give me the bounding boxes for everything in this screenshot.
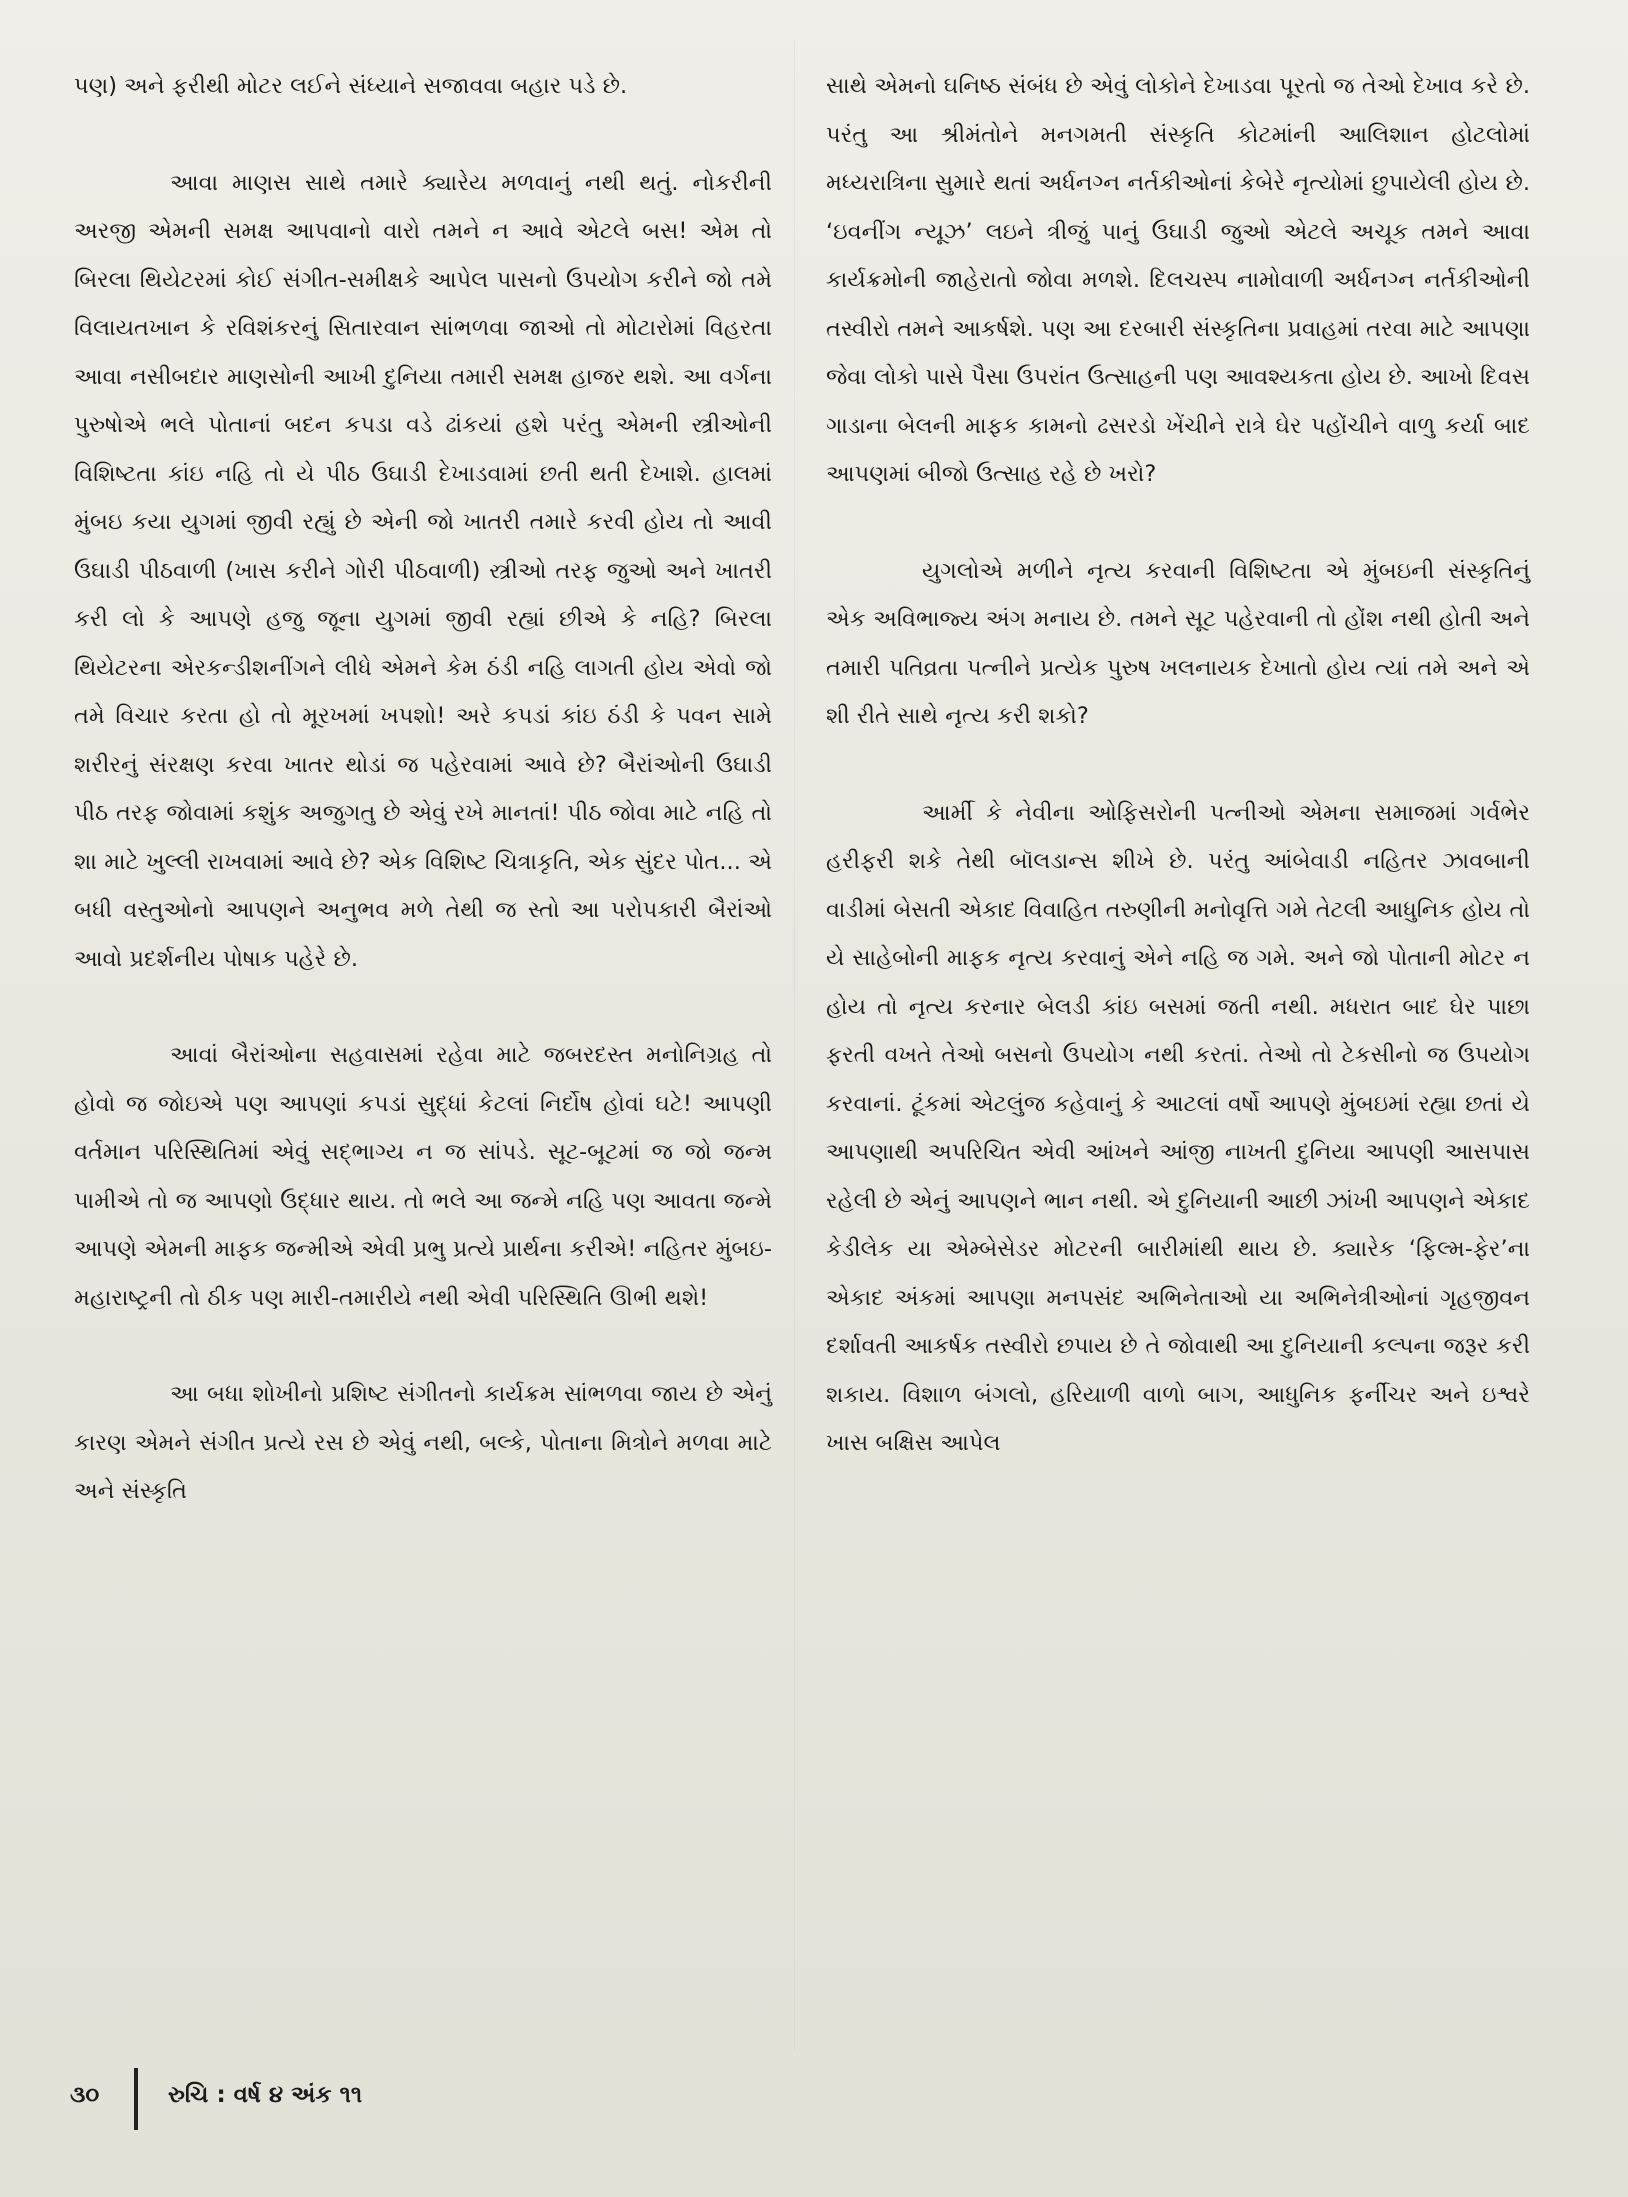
paragraph: આ બધા શોખીનો પ્રશિષ્ટ સંગીતનો કાર્યક્રમ સાંભળવા જાય છે એનું કારણ એમને સંગીત પ્રત્યે રસ છે એવું નથી, બલ્કે, પોતાના મિત્રોને મળવા માટે અને સંસ્કૃતિ xyxy=(74,1381,772,1504)
page-footer xyxy=(70,2068,770,2130)
footer-divider xyxy=(134,2068,138,2130)
right-column xyxy=(826,62,1530,1468)
paragraph: આર્મી કે નેવીના ઓફિસરોની પત્નીઓ એમના સમાજમાં ગર્વભેર હરીફરી શકે તેથી બૉલડાન્સ શીખે છે. પરંતુ આંબેવાડી નહિતર ઝાવબાની વાડીમાં બેસતી એકાદ વિવાહિત તરુણીની મનોવૃત્તિ ગમે તેટલી આધુનિક હોય તો યે સાહેબોની માફક નૃત્ય કરવાનું એને નહિ જ ગમે. અને જો પોતાની મોટર ન હોય તો નૃત્ય કરનાર બેલડી કાંઇ બસમાં જતી નથી. મધરાત બાદ ઘેર પાછા ફરતી વખતે તેઓ બસનો ઉપયોગ નથી કરતાં. તેઓ તો ટેકસીનો જ ઉપયોગ કરવાનાં. ટૂંકમાં એટલુંજ કહેવાનું કે આટલાં વર્ષો આપણે મુંબઇમાં રહ્યા છતાં યે આપણાથી અપરિચિત એવી આંખને આંજી નાખતી દુનિયા આપણી આસપાસ રહેલી છે એનું આપણને ભાન નથી. એ દુનિયાની આછી ઝાંખી આપણને એકાદ કેડીલેક યા એમ્બેસેડર મોટરની બારીમાંથી થાય છે. ક્યારેક ‘ફિલ્મ-ફેર’ના એકાદ અંકમાં આપણા મનપસંદ અભિનેતાઓ યા અભિનેત્રીઓનાં ગૃહજીવન દર્શાવતી આકર્ષક તસ્વીરો છપાય છે તે જોવાથી આ દુનિયાની કલ્પના જરૂર કરી શકાય. વિશાળ બંગલો, હરિયાળી વાળો બાગ, આધુનિક ફર્નીચર અને ઇશ્વરે ખાસ બક્ષિસ આપેલ xyxy=(826,799,1530,1456)
paragraph: યુગલોએ મળીને નૃત્ય કરવાની વિશિષ્ટતા એ મુંબઇની સંસ્કૃતિનું એક અવિભાજ્ય અંગ મનાય છે. તમને સૂટ પહેરવાની તો હોંશ નથી હોતી અને તમારી પતિવ્રતા પત્નીને પ્રત્યેક પુરુષ ખલનાયક દેખાતો હોય ત્યાં તમે અને એ શી રીતે સાથે નૃત્ય કરી શકો? xyxy=(826,557,1530,729)
magazine-issue: રુચિ : વર્ષ ૪ અંક ૧૧ xyxy=(168,2082,363,2108)
paragraph: આવા માણસ સાથે તમારે ક્યારેય મળવાનું નથી થતું. નોકરીની અરજી એમની સમક્ષ આપવાનો વારો તમને ન આવે એટલે બસ! એમ તો બિરલા થિયેટરમાં કોઈ સંગીત-સમીક્ષકે આપેલ પાસનો ઉપયોગ કરીને જો તમે વિલાયતખાન કે રવિશંકરનું સિતારવાન સાંભળવા જાઓ તો મોટારોમાં વિહરતા આવા નસીબદાર માણસોની આખી દુનિયા તમારી સમક્ષ હાજર થશે. આ વર્ગના પુરુષોએ ભલે પોતાનાં બદન કપડા વડે ઢાંકયાં હશે પરંતુ એમની સ્ત્રીઓની વિશિષ્ટતા કાંઇ નહિ તો યે પીઠ ઉઘાડી દેખાડવામાં છતી થતી દેખાશે. હાલમાં મુંબઇ કયા યુગમાં જીવી રહ્યું છે એની જો ખાતરી તમારે કરવી હોય તો આવી ઉઘાડી પીઠવાળી (ખાસ કરીને ગોરી પીઠવાળી) સ્ત્રીઓ તરફ જુઓ અને ખાતરી કરી લો કે આપણે હજુ જૂના યુગમાં જીવી રહ્યાં છીએ કે નહિ? બિરલા થિયેટરના એરકન્ડીશનીંગને લીધે એમને કેમ ઠંડી નહિ લાગતી હોય એવો જો તમે વિચાર કરતા હો તો મૂરખમાં ખપશો! અરે કપડાં કાંઇ ઠંડી કે પવન સામે શરીરનું સંરક્ષણ કરવા ખાતર થોડાં જ પહેરવામાં આવે છે? બૈરાંઓની ઉઘાડી પીઠ તરફ જોવામાં કશુંક અજુગતુ છે એવું રખે માનતાં! પીઠ જોવા માટે નહિ તો શા માટે ખુલ્લી રાખવામાં આવે છે? એક વિશિષ્ટ ચિત્રાકૃતિ, એક સુંદર પોત... એ બધી વસ્તુઓનો આપણને અનુભવ મળે તેથી જ સ્તો આ પરોપકારી બૈરાંઓ આવો પ્રદર્શનીય પોષાક પહેરે છે. xyxy=(74,169,772,972)
paragraph: આવાં બૈરાંઓના સહવાસમાં રહેવા માટે જબરદસ્ત મનોનિગ્રહ તો હોવો જ જોઇએ પણ આપણાં કપડાં સુદ્ધાં કેટલાં નિર્દોષ હોવાં ઘટે! આપણી વર્તમાન પરિસ્થિતિમાં એવું સદ્ભાગ્ય ન જ સાંપડે. સૂટ-બૂટમાં જ જો જન્મ પામીએ તો જ આપણો ઉદ્ધાર થાય. તો ભલે આ જન્મે નહિ પણ આવતા જન્મે આપણે એમની માફક જન્મીએ એવી પ્રભુ પ્રત્યે પ્રાર્થના કરીએ! નહિતર મુંબઇ-મહારાષ્ટ્રની તો ઠીક પણ મારી-તમારીયે નથી એવી પરિસ્થિતિ ઊભી થશે! xyxy=(74,1042,772,1311)
paragraph: સાથે એમનો ઘનિષ્ઠ સંબંધ છે એવું લોકોને દેખાડવા પૂરતો જ તેઓ દેખાવ કરે છે. પરંતુ આ શ્રીમંતોને મનગમતી સંસ્કૃતિ કોટમાંની આલિશાન હોટલોમાં મધ્યરાત્રિના સુમારે થતાં અર્ધનગ્ન નર્તકીઓનાં કેબેરે નૃત્યોમાં છુપાયેલી હોય છે. ‘ઇવનીંગ ન્યૂઝ’ લઇને ત્રીજું પાનું ઉઘાડી જુઓ એટલે અચૂક તમને આવા કાર્યક્રમોની જાહેરાતો જોવા મળશે. દિલચસ્પ નામોવાળી અર્ધનગ્ન નર્તકીઓની તસ્વીરો તમને આકર્ષશે. પણ આ દરબારી સંસ્કૃતિના પ્રવાહમાં તરવા માટે આપણા જેવા લોકો પાસે પૈસા ઉપરાંત ઉત્સાહની પણ આવશ્યકતા હોય છે. આખો દિવસ ગાડાના બેલની માફક કામનો ઢસરડો ખેંચીને રાત્રે ઘેર પહોંચીને વાળુ કર્યા બાદ આપણમાં બીજો ઉત્સાહ રહે છે ખરો? xyxy=(826,73,1530,487)
paragraph: પણ) અને ફરીથી મોટર લઈને સંધ્યાને સજાવવા બહાર પડે છે. xyxy=(74,73,628,99)
column-gutter xyxy=(794,40,795,2050)
page-number: ૩૦ xyxy=(70,2082,100,2108)
left-column xyxy=(74,62,772,1516)
